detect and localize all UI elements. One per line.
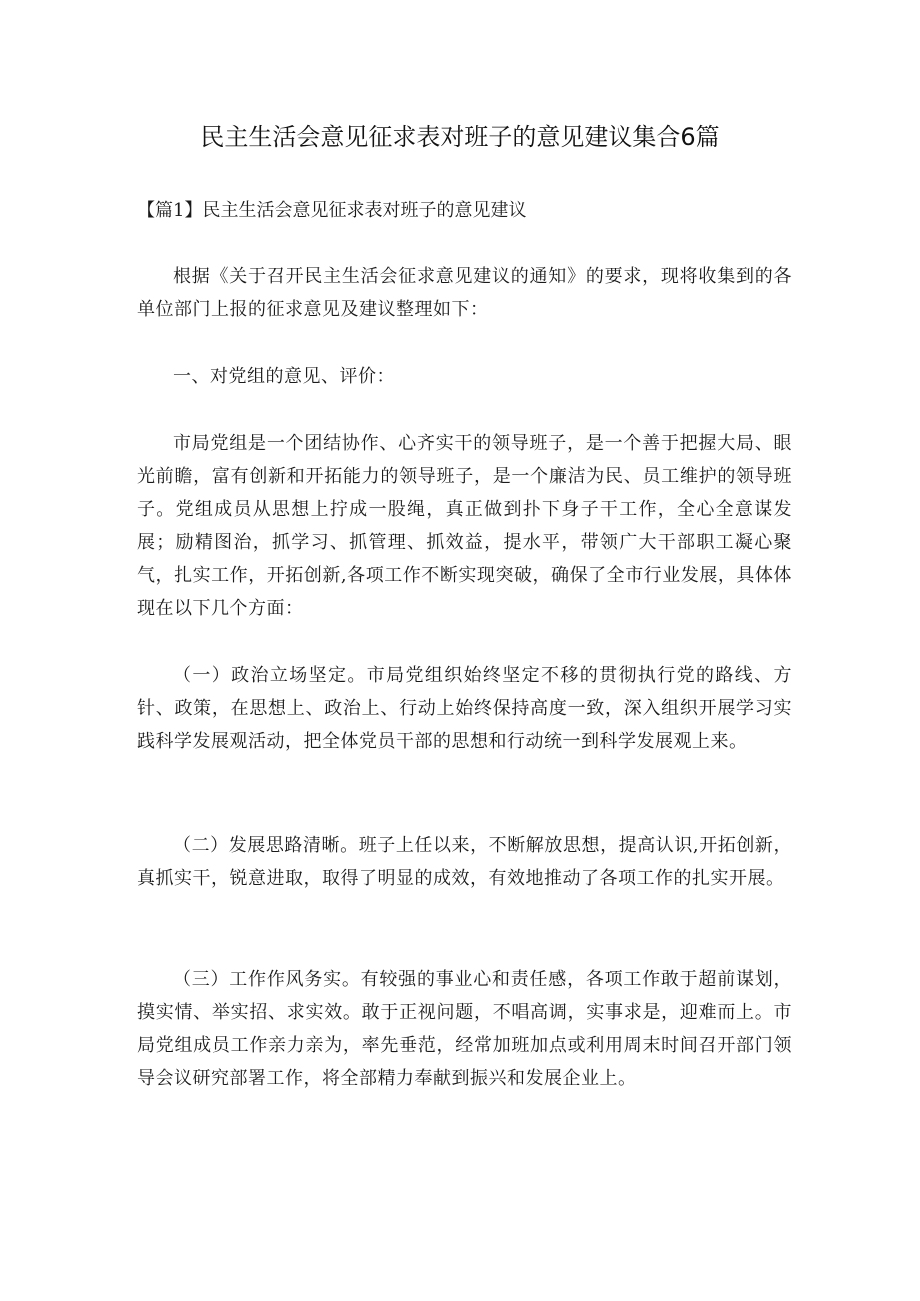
work-style-paragraph: （三）工作作风务实。有较强的事业心和责任感，各项工作敢于超前谋划，摸实情、举实招、求实效。敢于正视问题，不唱高调，实事求是，迎难而上。市局党组成员工作亲力亲为，率先垂范，经常加班加点或利用周末时间召开部门领导会议研究部署工作，将全部精力奉献到振兴和发展企业上。 <box>137 969 792 1089</box>
section-heading: 【篇1】民主生活会意见征求表对班子的意见建议 <box>137 200 527 221</box>
development-ideas-paragraph: （二）发展思路清晰。班子上任以来，不断解放思想，提高认识,开拓创新，真抓实干，锐意进取，取得了明显的成效，有效地推动了各项工作的扎实开展。 <box>137 835 792 889</box>
document-title: 民主生活会意见征求表对班子的意见建议集合6篇 <box>200 123 720 151</box>
item1-heading: 一、对党组的意见、评价： <box>173 366 395 387</box>
overall-evaluation-paragraph: 市局党组是一个团结协作、心齐实干的领导班子，是一个善于把握大局、眼光前瞻，富有创新和开拓能力的领导班子，是一个廉洁为民、员工维护的领导班子。党组成员从思想上拧成一股绳，真正做到扑下身子干工作，全心全意谋发展；励精图治，抓学习、抓管理、抓效益，提水平，带领广大干部职工凝心聚气，扎实工作，开拓创新,各项工作不断实现突破，确保了全市行业发展，具体体现在以下几个方面： <box>137 433 792 619</box>
intro-paragraph: 根据《关于召开民主生活会征求意见建议的通知》的要求，现将收集到的各单位部门上报的征求意见及建议整理如下： <box>137 266 792 320</box>
political-stance-paragraph: （一）政治立场坚定。市局党组织始终坚定不移的贯彻执行党的路线、方针、政策，在思想上、政治上、行动上始终保持高度一致，深入组织开展学习实践科学发展观活动，把全体党员干部的思想和行动统一到科学发展观上来。 <box>137 665 792 752</box>
